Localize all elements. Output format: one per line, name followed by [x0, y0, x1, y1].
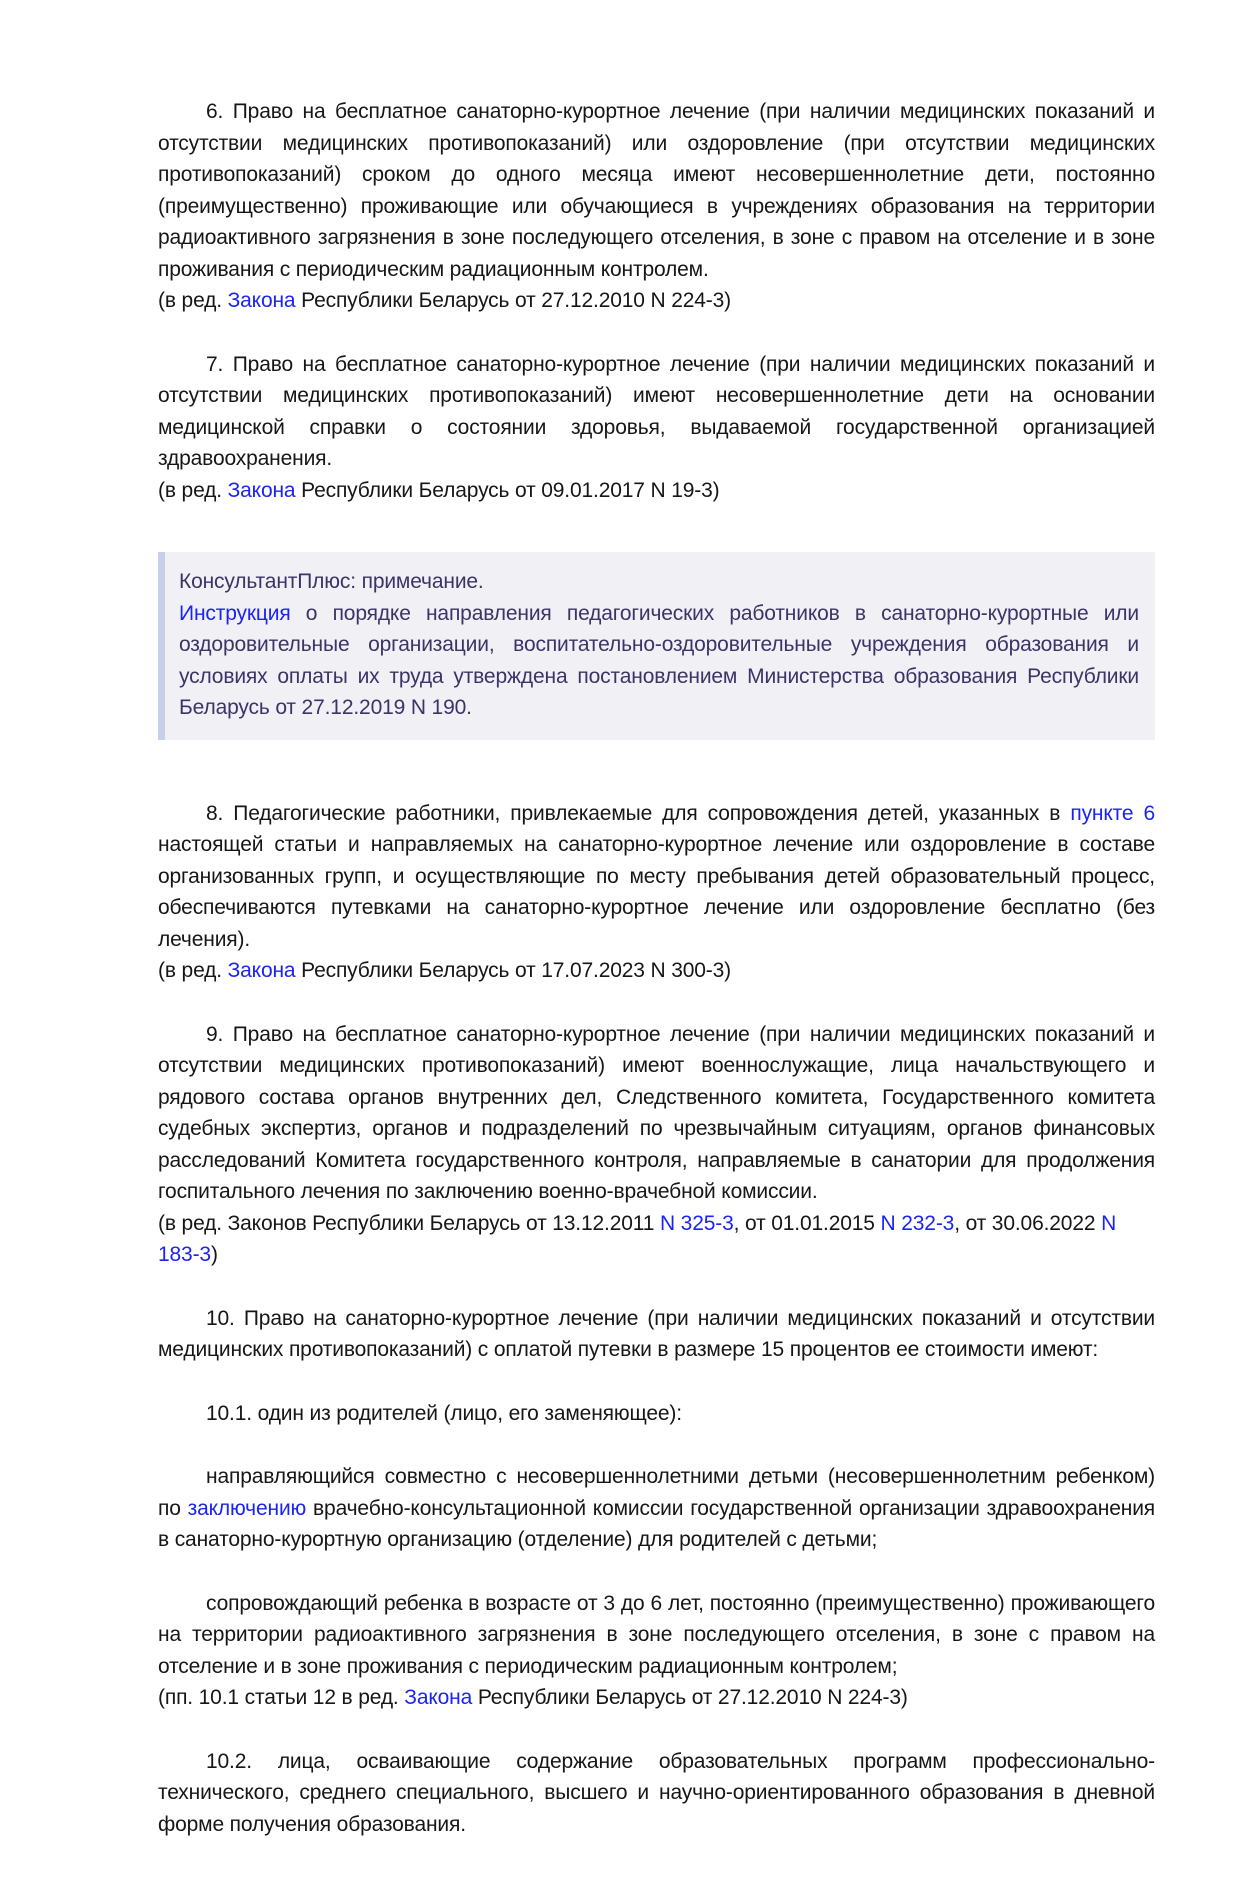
edit-note-p7 — [158, 475, 1155, 507]
paragraph-10-1-heading — [158, 1398, 1155, 1430]
text-run: (в ред. — [158, 959, 228, 982]
text-run: настоящей статьи и направляемых на санаторно-курортное лечение или оздоровление в составе организованных групп, и осуществляющие по месту пребывания детей образовательный процесс, обеспечиваются путевками на санаторно-курортное лечение или оздоровление бесплатно (без лечения). — [158, 833, 1155, 951]
paragraph-10-1-item-2 — [158, 1588, 1155, 1683]
text-run: КонсультантПлюс: примечание. — [179, 570, 484, 593]
edit-note-p10-1 — [158, 1682, 1155, 1714]
paragraph-10-1-item-1 — [158, 1461, 1155, 1556]
text-run: 10.1. один из родителей (лицо, его заменяющее): — [206, 1401, 682, 1425]
law-link[interactable]: Закона — [227, 289, 296, 312]
law-link[interactable]: N 183-3 — [158, 1211, 1117, 1266]
edit-note-p9 — [158, 1208, 1155, 1271]
text-run: Республики Беларусь от 27.12.2010 N 224-3) — [295, 289, 732, 312]
text-run: о порядке направления педагогических работников в санаторно-курортные или оздоровительные организации, воспитательно-оздоровительные учреждения образования и условиях оплаты их труда утверждена постановлением Министерства образования Республики Беларусь от 27.12.2019 N 190. — [179, 601, 1139, 719]
paragraph-9 — [158, 1019, 1155, 1208]
law-link[interactable]: пункте 6 — [1070, 801, 1155, 825]
text-run: сопровождающий ребенка в возрасте от 3 до 6 лет, постоянно (преимущественно) проживающего на территории радиоактивного загрязнения в зоне последующего отселения, в зоне с правом на отселение и в зоне проживания с периодическим радиационным контролем; — [158, 1591, 1155, 1678]
text-run: 9. Право на бесплатное санаторно-курортное лечение (при наличии медицинских показаний и отсутствии медицинских противопоказаний) имеют военнослужащие, лица начальствующего и рядового состава органов внутренних дел, Следственного комитета, Государственного комитета судебных экспертиз, органов и подразделений по чрезвычайным ситуациям, органов финансовых расследований Комитета государственного контроля, направляемые в санатории для продолжения госпитального лечения по заключению военно-врачебной комиссии. — [158, 1022, 1155, 1203]
text-run: (в ред. Законов Республики Беларусь от 13.12.2011 — [158, 1211, 660, 1235]
paragraph-6 — [158, 96, 1155, 285]
text-run: направляющийся совместно с несовершеннолетними детьми (несовершеннолетним ребенком) по — [158, 1465, 1155, 1520]
text-run: (в ред. — [158, 478, 228, 502]
paragraph-10 — [158, 1303, 1155, 1366]
text-run: Республики Беларусь от 27.12.2010 N 224-3) — [472, 1686, 908, 1709]
edit-note-p8 — [158, 955, 1155, 987]
text-run: Республики Беларусь от 17.07.2023 N 300-3) — [295, 959, 732, 982]
text-run: 6. Право на бесплатное санаторно-курортное лечение (при наличии медицинских показаний и отсутствии медицинских противопоказаний) или оздоровление (при отсутствии медицинских противопоказаний) сроком до одного месяца имеют несовершеннолетние дети, постоянно (преимущественно) проживающие или обучающиеся в учреждениях образования на территории радиоактивного загрязнения в зоне последующего отселения, в зоне с правом на отселение и в зоне проживания с периодическим радиационным контролем. — [158, 100, 1155, 281]
paragraph-10-2 — [158, 1746, 1155, 1841]
document-body — [158, 96, 1155, 1840]
text-run: , от 30.06.2022 — [954, 1211, 1102, 1235]
law-link[interactable]: Закона — [227, 478, 296, 502]
note-paragraph-1 — [179, 566, 1139, 598]
text-run: 7. Право на бесплатное санаторно-курортное лечение (при наличии медицинских показаний и отсутствии медицинских противопоказаний) имеют несовершеннолетние дети на основании медицинской справки о состоянии здоровья, выдаваемой государственной организацией здравоохранения. — [158, 352, 1155, 470]
text-run: ) — [210, 1243, 218, 1266]
law-link[interactable]: N 325-3 — [659, 1211, 734, 1235]
law-link[interactable]: Закона — [227, 959, 296, 982]
text-run: 10.2. лица, осваивающие содержание образовательных программ профессионально-технического, среднего специального, высшего и научно-ориентированного образования в дневной форме получения образования. — [158, 1749, 1155, 1836]
text-run: (пп. 10.1 статьи 12 в ред. — [158, 1686, 405, 1709]
consultant-note-box — [158, 552, 1155, 740]
law-link[interactable]: заключению — [187, 1496, 307, 1520]
text-run: 10. Право на санаторно-курортное лечение (при наличии медицинских показаний и отсутствии медицинских противопоказаний) с оплатой путевки в размере 15 процентов ее стоимости имеют: — [158, 1306, 1155, 1361]
law-link[interactable]: N 232-3 — [880, 1211, 955, 1235]
paragraph-8 — [158, 798, 1155, 956]
text-run: Республики Беларусь от 09.01.2017 N 19-3) — [295, 478, 720, 502]
note-paragraph-2 — [179, 598, 1139, 724]
text-run: , от 01.01.2015 — [733, 1211, 881, 1235]
edit-note-p6 — [158, 285, 1155, 317]
text-run: (в ред. — [158, 289, 228, 312]
text-run: 8. Педагогические работники, привлекаемые для сопровождения детей, указанных в — [206, 801, 1071, 825]
text-run: врачебно-консультационной комиссии государственной организации здравоохранения в санаторно-курортную организацию (отделение) для родителей с детьми; — [158, 1496, 1155, 1551]
paragraph-7 — [158, 349, 1155, 475]
law-link[interactable]: Закона — [404, 1686, 473, 1709]
law-link[interactable]: Инструкция — [179, 601, 291, 625]
